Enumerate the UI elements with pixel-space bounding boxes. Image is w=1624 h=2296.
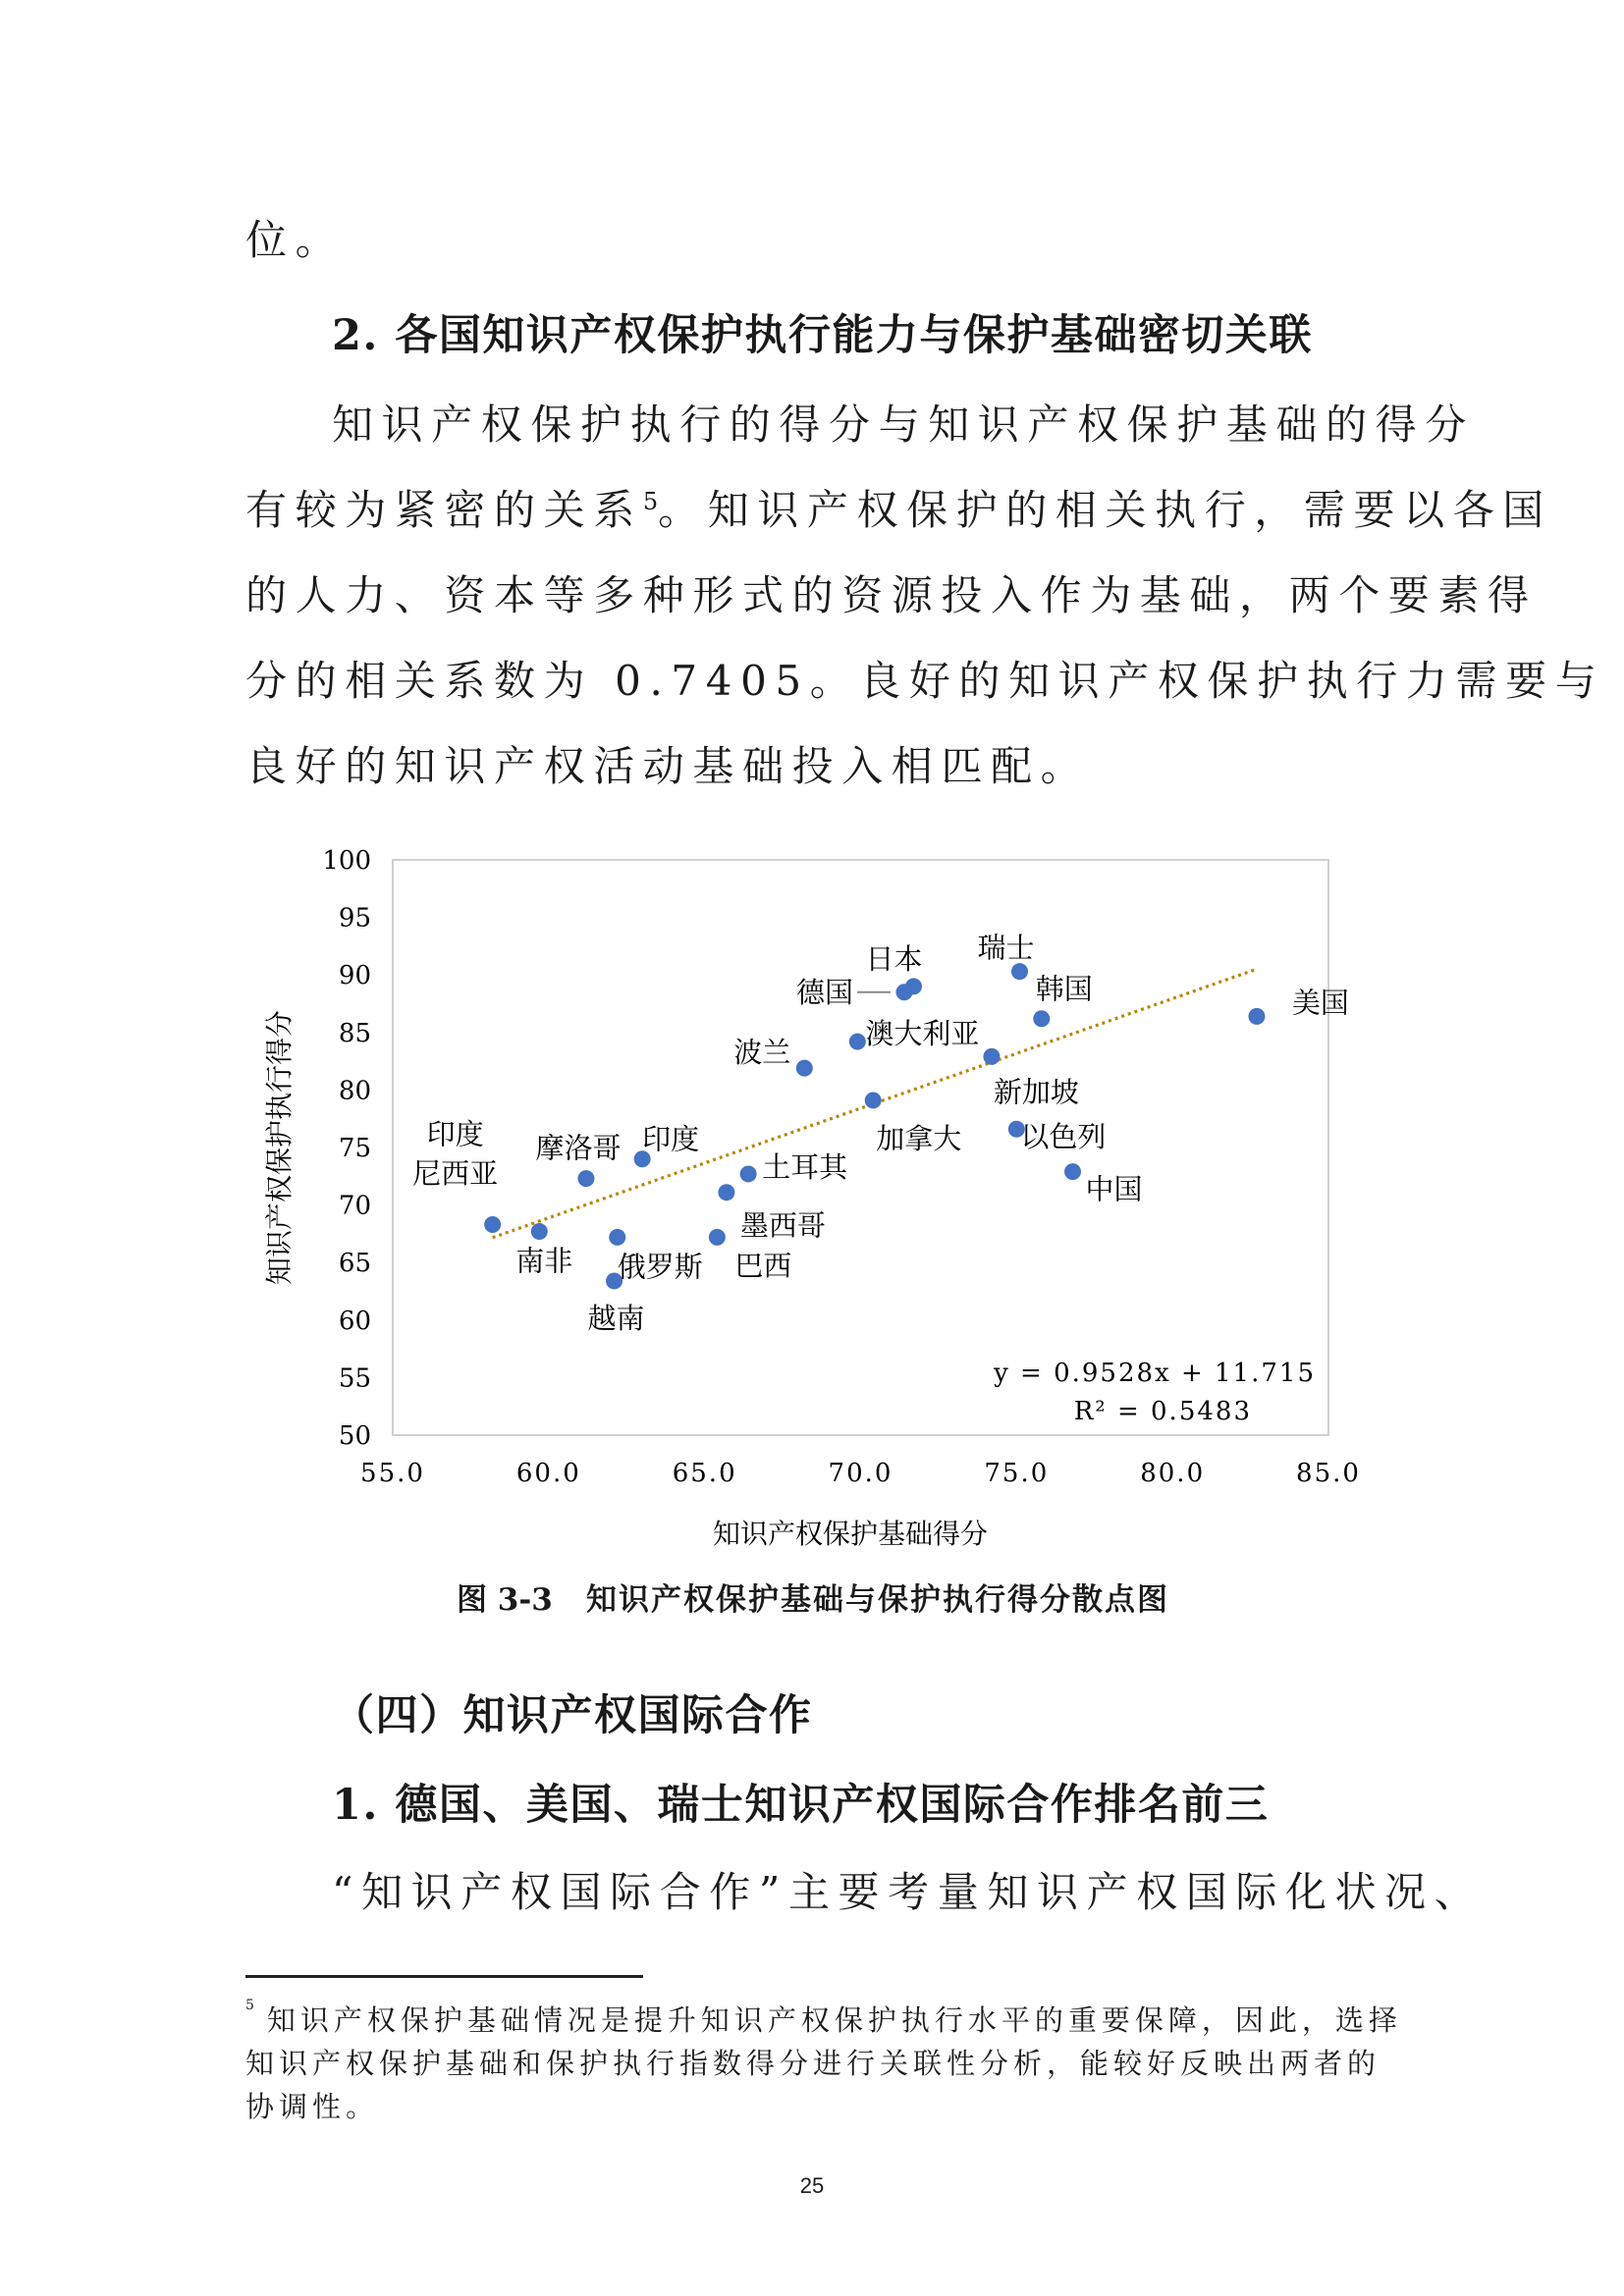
paragraph-line-1: 知识产权保护执行的得分与知识产权保护基础的得分 [332, 400, 1475, 449]
y-tick-label: 95 [338, 903, 371, 934]
x-tick-label: 55.0 [360, 1459, 425, 1488]
point-labels [412, 932, 1349, 1335]
point-label: 墨西哥 [739, 1208, 826, 1243]
point-label: 中国 [1085, 1172, 1143, 1206]
x-axis-ticks [360, 1459, 1361, 1488]
point-label: 摩洛哥 [535, 1131, 622, 1165]
y-tick-label: 80 [338, 1076, 371, 1106]
y-tick-label: 100 [322, 846, 371, 876]
data-point [577, 1170, 594, 1187]
footnote-text-1: 知识产权保护基础情况是提升知识产权保护执行水平的重要保障，因此，选择 [266, 2003, 1402, 2037]
point-label: 俄罗斯 [617, 1250, 703, 1284]
paragraph-line-4: 分的相关系数为 0.7405。良好的知识产权保护执行力需要与 [245, 657, 1605, 705]
figure-number: 图 3-3 [457, 1582, 553, 1618]
data-point [484, 1216, 501, 1233]
data-point [740, 1165, 757, 1182]
footnote-line-3: 协调性。 [245, 2090, 380, 2123]
data-point [865, 1092, 882, 1108]
section-4-1-line: “知识产权国际合作”主要考量知识产权国际化状况、 [332, 1868, 1485, 1916]
y-tick-label: 55 [338, 1363, 371, 1394]
paragraph-line-2-rest: 。知识产权保护的相关执行，需要以各国 [658, 486, 1552, 534]
figure-title: 知识产权保护基础与保护执行得分散点图 [586, 1582, 1169, 1618]
trend-equation: y = 0.9528x + 11.715 [994, 1359, 1316, 1388]
x-tick-label: 75.0 [984, 1459, 1050, 1488]
paragraph-line-5: 良好的知识产权活动基础投入相匹配。 [245, 742, 1091, 790]
data-point [1033, 1010, 1050, 1027]
x-tick-label: 65.0 [672, 1459, 737, 1488]
page-number: 25 [799, 2173, 825, 2198]
y-tick-label: 50 [338, 1421, 371, 1451]
y-tick-label: 70 [338, 1191, 371, 1221]
point-label: 巴西 [734, 1249, 792, 1283]
y-tick-label: 65 [338, 1249, 371, 1279]
point-label: 新加坡 [993, 1075, 1079, 1109]
x-tick-label: 60.0 [515, 1459, 581, 1488]
point-label: 尼西亚 [412, 1156, 499, 1191]
paragraph-line-3: 的人力、资本等多种形式的资源投入作为基础，两个要素得 [245, 571, 1538, 619]
y-axis-label: 知识产权保护执行得分 [263, 1009, 296, 1286]
point-label: 波兰 [733, 1036, 791, 1070]
data-point [1248, 1008, 1265, 1025]
data-point [609, 1229, 625, 1246]
point-label: 南非 [515, 1244, 573, 1278]
point-label: 德国 [795, 975, 853, 1009]
data-point [1064, 1163, 1081, 1180]
data-points [484, 963, 1265, 1289]
footnote-marker: 5 [245, 1998, 259, 2014]
point-label: 印度 [426, 1117, 484, 1151]
y-tick-label: 60 [338, 1306, 371, 1336]
point-label: 加拿大 [876, 1121, 962, 1155]
x-tick-label: 85.0 [1296, 1459, 1361, 1488]
section-2-heading: 2. 各国知识产权保护执行能力与保护基础密切关联 [332, 311, 1313, 360]
y-axis-ticks [322, 846, 371, 1451]
data-point [895, 984, 912, 1000]
x-tick-label: 80.0 [1140, 1459, 1206, 1488]
figure-caption [457, 1575, 1169, 1619]
data-point [531, 1223, 548, 1240]
point-label: 澳大利亚 [865, 1017, 980, 1051]
data-point [709, 1229, 726, 1246]
y-tick-label: 75 [338, 1134, 371, 1163]
intro-text-line: 位。 [245, 216, 346, 264]
point-label: 印度 [642, 1122, 700, 1156]
point-label: 越南 [587, 1301, 645, 1335]
point-label: 美国 [1291, 986, 1349, 1020]
footnote-ref: 5 [642, 488, 659, 515]
point-label: 瑞士 [977, 931, 1035, 965]
data-point [1011, 963, 1028, 980]
data-point [796, 1060, 813, 1077]
point-label: 以色列 [1020, 1120, 1107, 1154]
x-tick-label: 70.0 [828, 1459, 893, 1488]
paragraph-line-2-text: 有较为紧密的关系 [245, 486, 643, 534]
point-label: 日本 [865, 941, 923, 976]
section-4-heading: （四）知识产权国际合作 [332, 1691, 813, 1740]
y-tick-label: 90 [338, 961, 371, 991]
section-4-1-heading: 1. 德国、美国、瑞士知识产权国际合作排名前三 [332, 1781, 1270, 1830]
data-point [718, 1184, 734, 1201]
x-axis-label: 知识产权保护基础得分 [712, 1518, 989, 1550]
point-label: 韩国 [1035, 972, 1093, 1006]
footnote-line-1 [245, 1999, 1402, 2039]
data-point [849, 1034, 866, 1050]
data-point [983, 1048, 1000, 1065]
r-squared: R² = 0.5483 [1073, 1397, 1252, 1426]
footnote-line-2: 知识产权保护基础和保护执行指数得分进行关联性分析，能较好反映出两者的 [245, 2047, 1381, 2080]
plot-area-border [393, 860, 1328, 1435]
point-label: 土耳其 [762, 1149, 848, 1184]
footnote-divider [245, 1975, 643, 1978]
y-tick-label: 85 [338, 1018, 371, 1048]
